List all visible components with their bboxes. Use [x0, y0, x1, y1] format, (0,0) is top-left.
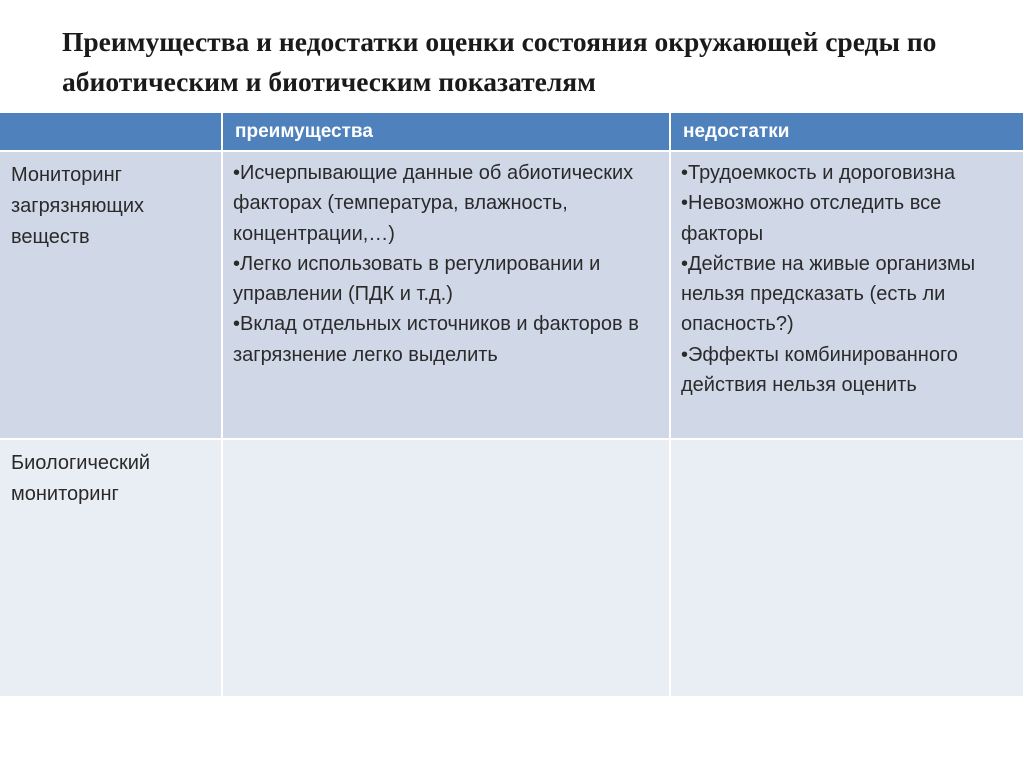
- list-item: • Легко использовать в регулировании и управлении (ПДК и т.д.): [233, 249, 661, 310]
- list-item: • Трудоемкость и дороговизна: [681, 158, 1015, 188]
- table-header-row: [0, 113, 1024, 151]
- row-label: Мониторинг загрязняющих веществ: [11, 164, 144, 248]
- advantages-cell: [222, 151, 670, 439]
- advantages-cell: [222, 439, 670, 697]
- row-label: Биологический мониторинг: [11, 452, 151, 505]
- header-advantages: преимущества: [222, 113, 670, 151]
- row-label-cell: [0, 439, 222, 697]
- advantages-list: [223, 152, 669, 370]
- disadvantages-cell: [670, 151, 1024, 439]
- list-item: • Вклад отдельных источников и факторов в загрязнение легко выделить: [233, 309, 661, 370]
- table-row: [0, 151, 1024, 439]
- list-item: • Исчерпывающие данные об абиотических факторах (температура, влажность, концентрации,…): [233, 158, 661, 249]
- disadvantages-list: [671, 152, 1023, 400]
- comparison-table: [0, 113, 1024, 698]
- row-label-cell: [0, 151, 222, 439]
- header-disadvantages: недостатки: [670, 113, 1024, 151]
- header-cell-empty: [0, 113, 222, 151]
- list-item: • Невозможно отследить все факторы: [681, 188, 1015, 249]
- list-item: • Эффекты комбинированного действия нельзя оценить: [681, 340, 1015, 401]
- list-item: • Действие на живые организмы нельзя предсказать (есть ли опасность?): [681, 249, 1015, 340]
- disadvantages-cell: [670, 439, 1024, 697]
- table-row: [0, 439, 1024, 697]
- slide-title: Преимущества и недостатки оценки состояния окружающей среды по абиотическим и биотическим показателям: [62, 26, 937, 97]
